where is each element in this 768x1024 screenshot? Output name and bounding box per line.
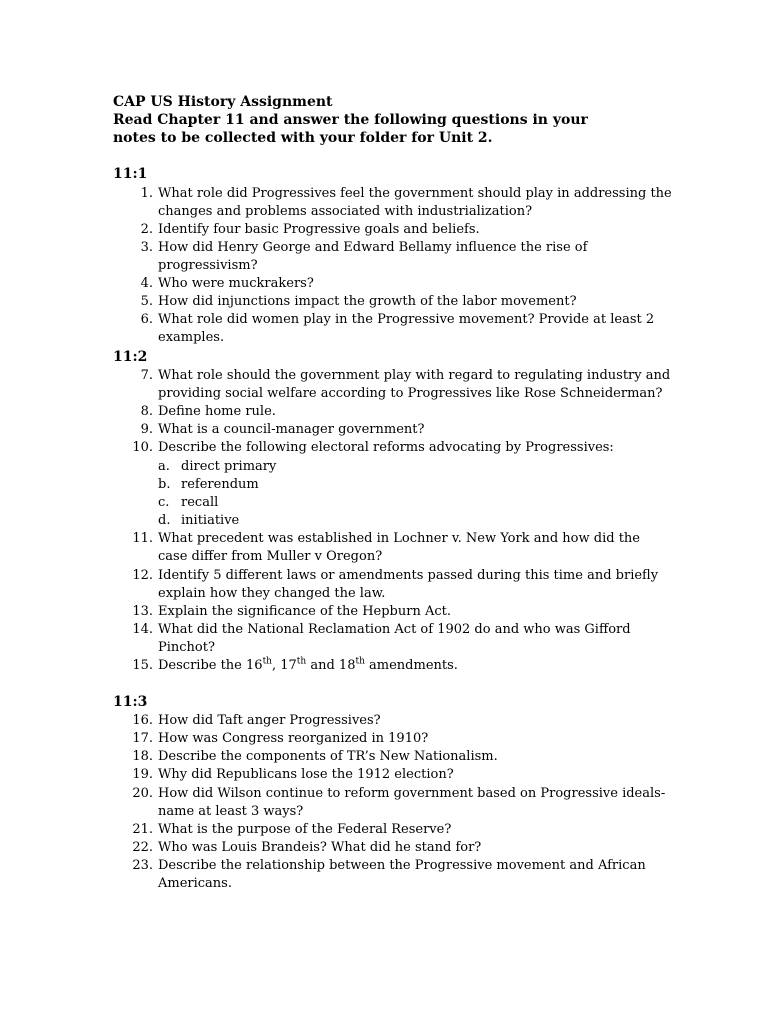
question-text: Why did Republicans lose the 1912 election? [158,767,454,782]
question-text: How did Taft anger Progressives? [158,713,381,728]
question-number: 16. [132,713,153,728]
question-text-part: and 18 [306,658,356,673]
question-number: 5. [140,294,153,309]
question-text-part: Describe the 16 [158,658,263,673]
question-number: 23. [132,858,153,873]
question-text: How did Henry George and Edward Bellamy influence the rise of progressivism? [158,240,588,273]
question-number: 19. [132,767,153,782]
section-heading-11-2: 11:2 [113,349,148,365]
question-text: Identify 5 different laws or amendments passed during this time and briefly explain how they changed the law. [158,568,659,601]
question-number: 10. [132,440,153,455]
question-text: Describe the following electoral reforms advocating by Progressives: [158,440,614,455]
sub-item-text: initiative [181,513,240,528]
question-number: 14. [132,622,153,637]
question-text: Define home rule. [158,404,276,419]
question-number: 1. [140,186,153,201]
question-number: 17. [132,731,153,746]
question-number: 9. [140,422,153,437]
sub-item-text: recall [181,495,219,510]
section-heading-11-1: 11:1 [113,166,148,182]
ordinal-suffix: th [355,656,365,667]
assignment-title: CAP US History Assignment [113,94,333,110]
question-number: 21. [132,822,153,837]
question-text: How did injunctions impact the growth of the labor movement? [158,294,577,309]
question-number: 2. [140,222,153,237]
question-number: 20. [132,786,153,801]
question-text: How was Congress reorganized in 1910? [158,731,429,746]
question-text: What is a council-manager government? [158,422,425,437]
sub-item-letter: a. [158,459,170,474]
question-text: What role did Progressives feel the government should play in addressing the changes and problems associated with industrialization? [158,186,672,219]
ordinal-suffix: th [296,656,307,667]
question-text: Identify four basic Progressive goals and beliefs. [158,222,480,237]
question-text: Who was Louis Brandeis? What did he stand for? [158,840,482,855]
sub-item-letter: c. [158,495,170,510]
question-text: What precedent was established in Lochner v. New York and how did the case differ from Muller v Oregon? [158,531,640,564]
question-text: What role did women play in the Progressive movement? Provide at least 2 examples. [158,312,655,345]
sub-item-text: direct primary [181,459,277,474]
ordinal-suffix: th [262,656,272,667]
sub-item-letter: d. [158,513,171,528]
question-text: What did the National Reclamation Act of 1902 do and who was Gifford Pinchot? [158,622,631,655]
question-number: 6. [140,312,153,327]
sub-item-text: referendum [181,477,259,492]
question-text-part: amendments. [364,658,458,673]
question-number: 11. [132,531,153,546]
question-number: 3. [140,240,153,255]
question-number: 12. [132,568,153,583]
question-number: 22. [132,840,153,855]
question-text: Describe the components of TR’s New Nationalism. [158,749,498,764]
question-text [158,657,673,675]
question-number: 4. [140,276,153,291]
question-text: How did Wilson continue to reform government based on Progressive ideals-name at least 3 ways? [158,786,666,819]
question-number: 18. [132,749,153,764]
question-text: Who were muckrakers? [158,276,314,291]
sub-item-letter: b. [158,477,171,492]
question-text: Describe the relationship between the Progressive movement and African Americans. [158,858,646,891]
question-number: 8. [140,404,153,419]
assignment-instructions: Read Chapter 11 and answer the following questions in your notes to be collected with your folder for Unit 2. [113,112,588,146]
question-number: 7. [140,368,153,383]
section-heading-11-3: 11:3 [113,694,148,710]
question-number: 13. [132,604,153,619]
question-text: What role should the government play with regard to regulating industry and providing social welfare according to Progressives like Rose Schneiderman? [158,368,671,401]
question-text: What is the purpose of the Federal Reserve? [158,822,452,837]
question-text: Explain the significance of the Hepburn Act. [158,604,451,619]
question-text-part: , 17 [271,658,297,673]
question-number: 15. [132,658,153,673]
